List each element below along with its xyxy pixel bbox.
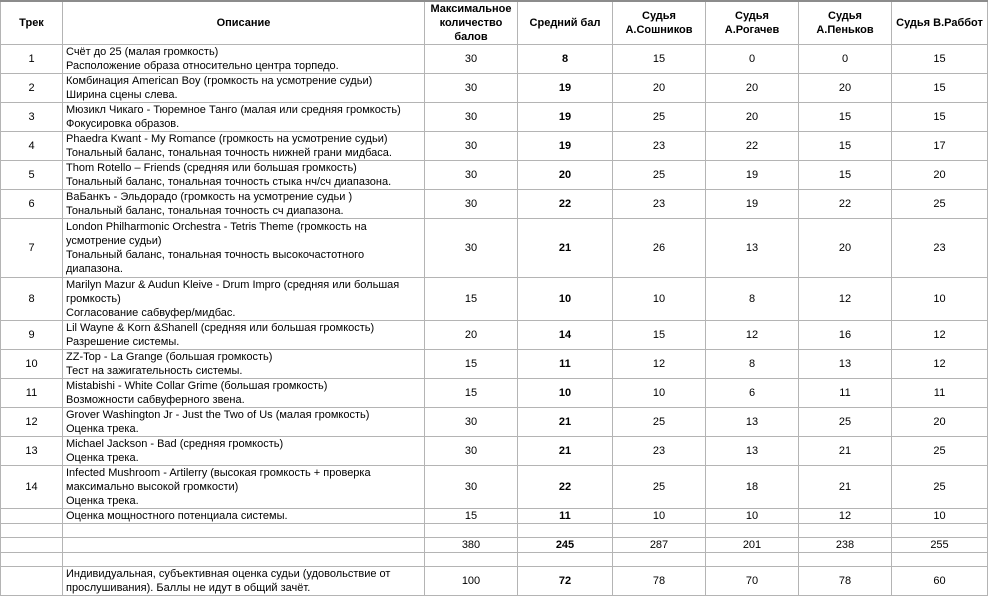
average-score: 14 (518, 321, 613, 350)
judge-score: 6 (706, 379, 799, 408)
empty-cell (425, 524, 518, 538)
track-number: 10 (1, 350, 63, 379)
max-score: 30 (425, 161, 518, 190)
description-line: Мюзикл Чикаго - Тюремное Танго (малая или средняя громкость) (66, 104, 401, 116)
track-description (63, 408, 425, 437)
max-score: 30 (425, 132, 518, 161)
judge-score: 15 (613, 45, 706, 74)
track-number: 12 (1, 408, 63, 437)
table-row (1, 350, 988, 379)
track-description (63, 161, 425, 190)
description-line: Thom Rotello – Friends (средняя или большая громкость) (66, 162, 357, 174)
table-row (1, 103, 988, 132)
track-number: 4 (1, 132, 63, 161)
track-description (63, 45, 425, 74)
judge-score: 15 (799, 161, 892, 190)
max-score: 30 (425, 45, 518, 74)
description-line: Возможности сабвуферного звена. (66, 394, 245, 406)
description-line: ZZ-Top - La Grange (большая громкость) (66, 351, 273, 363)
judge-score: 12 (799, 278, 892, 321)
average-score: 19 (518, 103, 613, 132)
track-description (63, 321, 425, 350)
total-judge-score: 287 (613, 538, 706, 553)
empty-cell (799, 524, 892, 538)
judge-score: 23 (613, 437, 706, 466)
track-number: 8 (1, 278, 63, 321)
track-description (63, 219, 425, 278)
judge-score: 15 (892, 45, 988, 74)
average-score: 19 (518, 132, 613, 161)
max-score: 20 (425, 321, 518, 350)
description-line: Ширина сцены слева. (66, 89, 178, 101)
header-judge: Судья А.Рогачев (706, 1, 799, 45)
description-line: Тональный баланс, тональная точность нижней грани мидбаса. (66, 147, 392, 159)
blank-row (1, 524, 988, 538)
track-number: 2 (1, 74, 63, 103)
judge-score: 25 (892, 190, 988, 219)
max-score: 30 (425, 74, 518, 103)
judge-score: 10 (613, 278, 706, 321)
judge-score: 8 (706, 350, 799, 379)
empty-cell (1, 553, 63, 567)
description-line: Фокусировка образов. (66, 118, 180, 130)
header-description: Описание (63, 1, 425, 45)
empty-cell (63, 524, 425, 538)
judge-score: 15 (799, 103, 892, 132)
description-line: Grover Washington Jr - Just the Two of Us (малая громкость) (66, 409, 370, 421)
empty-cell (892, 553, 988, 567)
judge-score: 0 (799, 45, 892, 74)
judge-score: 21 (799, 437, 892, 466)
description-line: Оценка трека. (66, 423, 139, 435)
average-score: 11 (518, 350, 613, 379)
judge-score: 15 (892, 74, 988, 103)
judge-score: 15 (799, 132, 892, 161)
individual-description: Индивидуальная, субъективная оценка судьи (удовольствие от прослушивания). Баллы не идут в общий зачёт. (63, 567, 425, 596)
judge-score: 18 (706, 466, 799, 509)
average-score: 72 (518, 567, 613, 596)
description-line: Infected Mushroom - Artilerry (высокая громкость + проверка максимально высокой громкости) (66, 467, 371, 493)
judge-score: 25 (613, 408, 706, 437)
description-line: Тональный баланс, тональная точность высокочастотного диапазона. (66, 249, 365, 275)
judge-score: 13 (706, 437, 799, 466)
judge-score: 23 (892, 219, 988, 278)
judge-score: 20 (706, 74, 799, 103)
track-number: 13 (1, 437, 63, 466)
judge-score: 25 (613, 466, 706, 509)
judge-score: 13 (706, 219, 799, 278)
average-score: 21 (518, 437, 613, 466)
judge-score: 11 (799, 379, 892, 408)
description-line: Lil Wayne & Korn &Shanell (средняя или большая громкость) (66, 322, 375, 334)
judge-score: 17 (892, 132, 988, 161)
individual-row (1, 567, 988, 596)
max-score: 30 (425, 466, 518, 509)
table-row (1, 219, 988, 278)
judge-score: 70 (706, 567, 799, 596)
track-number: 6 (1, 190, 63, 219)
judge-score: 12 (892, 321, 988, 350)
judge-score: 12 (799, 509, 892, 524)
blank-row (1, 553, 988, 567)
empty-cell (706, 553, 799, 567)
max-score: 30 (425, 190, 518, 219)
table-row (1, 74, 988, 103)
judge-score: 25 (613, 161, 706, 190)
judge-score: 26 (613, 219, 706, 278)
description-line: Тест на зажигательность системы. (66, 365, 243, 377)
judge-score: 23 (613, 190, 706, 219)
description-line: Тональный баланс, тональная точность сч диапазона. (66, 205, 344, 217)
judge-score: 12 (613, 350, 706, 379)
judge-score: 15 (892, 103, 988, 132)
description-line: Согласование сабвуфер/мидбас. (66, 307, 236, 319)
track-description (63, 190, 425, 219)
judge-score: 78 (613, 567, 706, 596)
judge-score: 10 (613, 379, 706, 408)
total-average: 245 (518, 538, 613, 553)
max-score: 15 (425, 350, 518, 379)
judge-score: 22 (799, 190, 892, 219)
judge-score: 13 (706, 408, 799, 437)
track-number: 1 (1, 45, 63, 74)
track-number: 14 (1, 466, 63, 509)
description-line: Оценка трека. (66, 452, 139, 464)
judge-score: 20 (799, 219, 892, 278)
judge-score: 10 (613, 509, 706, 524)
track-number: 7 (1, 219, 63, 278)
max-score: 30 (425, 408, 518, 437)
judge-score: 19 (706, 161, 799, 190)
average-score: 11 (518, 509, 613, 524)
track-description (63, 379, 425, 408)
track-description (63, 466, 425, 509)
table-row (1, 379, 988, 408)
average-score: 10 (518, 278, 613, 321)
description-line: Расположение образа относительно центра торпедо. (66, 60, 339, 72)
judge-score: 21 (799, 466, 892, 509)
description-line: Mistabishi - White Collar Grime (большая громкость) (66, 380, 328, 392)
judge-score: 10 (892, 278, 988, 321)
max-score: 100 (425, 567, 518, 596)
max-score: 15 (425, 379, 518, 408)
header-judge: Судья А.Пеньков (799, 1, 892, 45)
table-row (1, 408, 988, 437)
average-score: 19 (518, 74, 613, 103)
empty-cell (1, 509, 63, 524)
table-row (1, 132, 988, 161)
description-line: Michael Jackson - Bad (средняя громкость) (66, 438, 284, 450)
judge-score: 20 (706, 103, 799, 132)
description-line: ВаБанкъ - Эльдорадо (громкость на усмотрение судьи ) (66, 191, 353, 203)
track-description (63, 437, 425, 466)
average-score: 10 (518, 379, 613, 408)
empty-cell (613, 553, 706, 567)
track-description (63, 132, 425, 161)
track-number: 11 (1, 379, 63, 408)
description-line: London Philharmonic Orchestra - Tetris Theme (громкость на усмотрение судьи) (66, 221, 367, 247)
judge-score: 25 (613, 103, 706, 132)
average-score: 22 (518, 466, 613, 509)
header-average: Средний бал (518, 1, 613, 45)
description-line: Счёт до 25 (малая громкость) (66, 46, 219, 58)
track-number: 9 (1, 321, 63, 350)
empty-cell (892, 524, 988, 538)
empty-cell (63, 538, 425, 553)
empty-cell (425, 553, 518, 567)
table-row (1, 278, 988, 321)
table-row (1, 321, 988, 350)
judge-score: 12 (706, 321, 799, 350)
judge-score: 20 (892, 161, 988, 190)
judge-score: 10 (706, 509, 799, 524)
judge-score: 20 (892, 408, 988, 437)
header-row (1, 1, 988, 45)
header-judge: Судья В.Раббот (892, 1, 988, 45)
description-line: Разрешение системы. (66, 336, 180, 348)
max-score: 30 (425, 219, 518, 278)
empty-cell (613, 524, 706, 538)
judge-score: 19 (706, 190, 799, 219)
table-row (1, 45, 988, 74)
judge-score: 78 (799, 567, 892, 596)
average-score: 21 (518, 408, 613, 437)
track-description (63, 350, 425, 379)
track-description (63, 74, 425, 103)
judge-score: 8 (706, 278, 799, 321)
total-max: 380 (425, 538, 518, 553)
judge-score: 15 (613, 321, 706, 350)
judge-score: 25 (892, 437, 988, 466)
total-judge-score: 238 (799, 538, 892, 553)
judge-score: 12 (892, 350, 988, 379)
header-judge: Судья А.Сошников (613, 1, 706, 45)
empty-cell (1, 538, 63, 553)
total-judge-score: 255 (892, 538, 988, 553)
judge-score: 16 (799, 321, 892, 350)
judge-score: 25 (892, 466, 988, 509)
judge-score: 11 (892, 379, 988, 408)
power-row (1, 509, 988, 524)
average-score: 20 (518, 161, 613, 190)
judge-score: 0 (706, 45, 799, 74)
judge-score: 10 (892, 509, 988, 524)
empty-cell (799, 553, 892, 567)
judge-score: 20 (613, 74, 706, 103)
judge-score: 25 (799, 408, 892, 437)
description-line: Marilyn Mazur & Audun Kleive - Drum Impro (средняя или большая громкость) (66, 279, 400, 305)
table-row (1, 437, 988, 466)
table-row (1, 161, 988, 190)
description-line: Тональный баланс, тональная точность стыка нч/сч диапазона. (66, 176, 392, 188)
track-number: 5 (1, 161, 63, 190)
table-row (1, 190, 988, 219)
description-line: Оценка трека. (66, 495, 139, 507)
empty-cell (1, 567, 63, 596)
average-score: 21 (518, 219, 613, 278)
track-description (63, 278, 425, 321)
empty-cell (518, 553, 613, 567)
max-score: 30 (425, 437, 518, 466)
empty-cell (518, 524, 613, 538)
average-score: 22 (518, 190, 613, 219)
track-description (63, 103, 425, 132)
total-judge-score: 201 (706, 538, 799, 553)
header-track: Трек (1, 1, 63, 45)
judge-score: 22 (706, 132, 799, 161)
max-score: 15 (425, 509, 518, 524)
judge-score: 20 (799, 74, 892, 103)
empty-cell (63, 553, 425, 567)
track-number: 3 (1, 103, 63, 132)
average-score: 8 (518, 45, 613, 74)
table-row (1, 466, 988, 509)
header-max-score: Максимальное количество балов (425, 1, 518, 45)
max-score: 15 (425, 278, 518, 321)
max-score: 30 (425, 103, 518, 132)
empty-cell (706, 524, 799, 538)
description-line: Комбинация American Boy (громкость на усмотрение судьи) (66, 75, 373, 87)
judge-score: 23 (613, 132, 706, 161)
judge-score: 13 (799, 350, 892, 379)
empty-cell (1, 524, 63, 538)
power-description: Оценка мощностного потенциала системы. (63, 509, 425, 524)
judge-score: 60 (892, 567, 988, 596)
totals-row (1, 538, 988, 553)
description-line: Phaedra Kwant - My Romance (громкость на усмотрение судьи) (66, 133, 388, 145)
